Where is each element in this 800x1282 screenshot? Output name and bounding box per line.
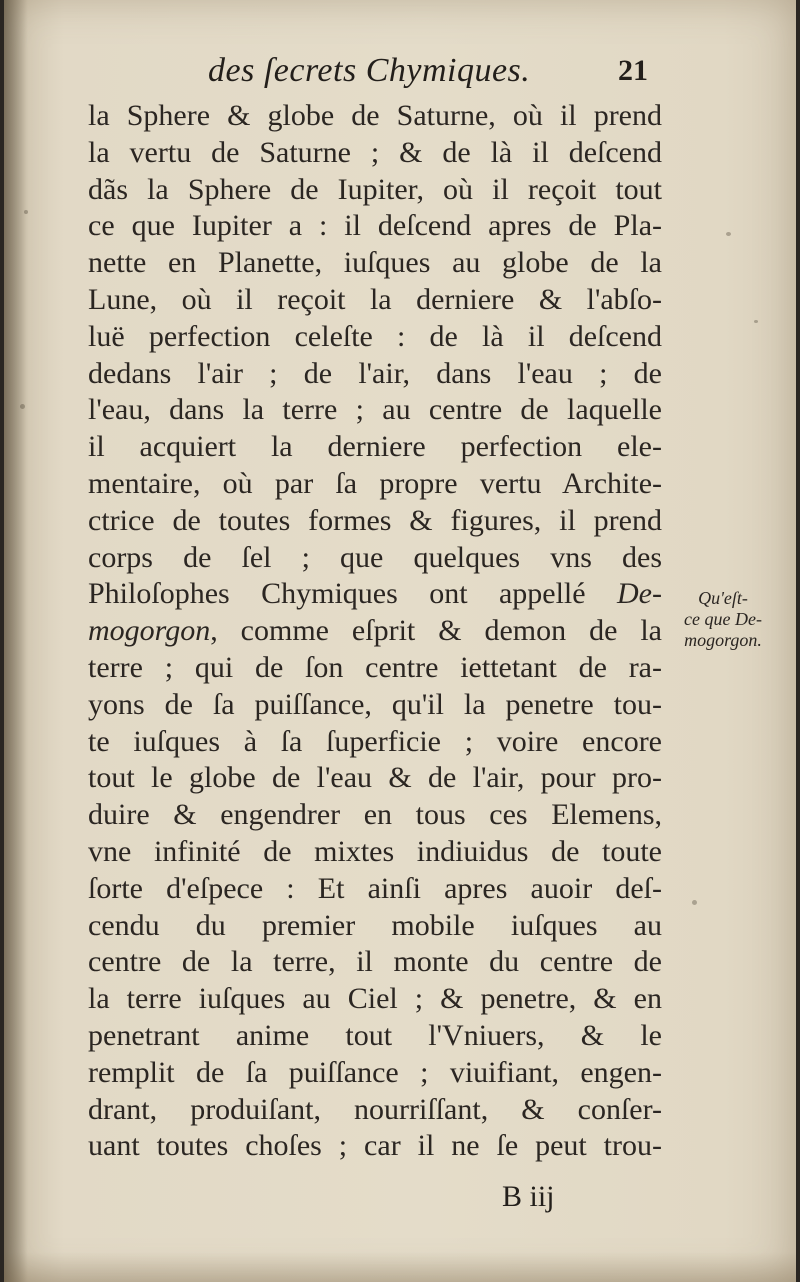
line-segment: l'eau, dans la terre ; au centre de laquelle	[88, 393, 662, 427]
line-segment: te iuſques à ſa ſuperficie ; voire encore	[88, 724, 662, 758]
line-segment: Lune, où il reçoit la derniere & l'abſo-	[88, 282, 662, 316]
line-segment: remplit de ſa puiſſance ; viuifiant, engen-	[88, 1055, 662, 1089]
line-segment: penetrant anime tout l'Vniuers, & le	[88, 1018, 662, 1052]
line-segment: terre ; qui de ſon centre iettetant de ra-	[88, 650, 662, 684]
italic-term: mogorgon	[88, 614, 211, 648]
line-segment: vne infinité de mixtes indiuidus de toute	[88, 834, 662, 868]
margin-note	[668, 588, 778, 651]
text-line	[88, 245, 662, 282]
text-line	[88, 172, 662, 209]
line-segment: drant, produiſant, nourriſſant, & conſer-	[88, 1092, 662, 1126]
text-line	[88, 687, 662, 724]
text-line	[88, 576, 662, 613]
text-line	[88, 1092, 662, 1129]
line-segment: ctrice de toutes formes & figures, il prend	[88, 503, 662, 537]
paper-speck	[754, 320, 758, 323]
line-segment: , comme eſprit & demon de la	[210, 614, 662, 648]
signature-mark: B iij	[502, 1180, 555, 1213]
running-head-title: des ſecrets Chymiques.	[208, 52, 531, 89]
text-line	[88, 1055, 662, 1092]
margin-note-line: Qu'eſt-	[698, 588, 748, 608]
text-line	[88, 908, 662, 945]
text-line	[88, 650, 662, 687]
line-segment: corps de ſel ; que quelques vns des	[88, 540, 662, 574]
text-line	[88, 356, 662, 393]
text-line	[88, 1128, 662, 1165]
line-segment: tout le globe de l'eau & de l'air, pour pro-	[88, 761, 662, 795]
margin-note-line: ce que De-	[684, 609, 762, 629]
text-line	[88, 392, 662, 429]
line-segment: la Sphere & globe de Saturne, où il prend	[88, 99, 662, 132]
line-segment: la vertu de Saturne ; & de là il deſcend	[88, 135, 662, 169]
text-line	[88, 834, 662, 871]
gutter-shadow	[4, 0, 28, 1282]
line-segment: il acquiert la derniere perfection ele-	[88, 430, 662, 464]
paper-speck	[24, 210, 28, 214]
text-line	[88, 797, 662, 834]
text-line	[88, 760, 662, 797]
paper-speck	[726, 232, 731, 236]
text-line	[88, 429, 662, 466]
text-line	[88, 282, 662, 319]
margin-note-line: mogorgon.	[684, 630, 762, 650]
text-line	[88, 981, 662, 1018]
text-line	[88, 135, 662, 172]
text-line	[88, 319, 662, 356]
text-line	[88, 208, 662, 245]
paper-speck	[692, 900, 697, 905]
line-segment: la terre iuſques au Ciel ; & penetre, & en	[88, 982, 662, 1016]
text-line	[88, 98, 662, 135]
line-segment: ce que Iupiter a : il deſcend apres de Pla-	[88, 209, 662, 243]
italic-term: De-	[617, 577, 662, 611]
line-segment: mentaire, où par ſa propre vertu Archite-	[88, 466, 662, 500]
page-number: 21	[618, 54, 648, 87]
text-line	[88, 613, 662, 650]
line-segment: luë perfection celeſte : de là il deſcend	[88, 319, 662, 353]
line-segment: duire & engendrer en tous ces Elemens,	[88, 798, 662, 832]
body-text	[88, 98, 662, 1165]
text-line	[88, 724, 662, 761]
line-segment: cendu du premier mobile iuſques au	[88, 908, 662, 942]
text-line	[88, 1018, 662, 1055]
line-segment: centre de la terre, il monte du centre de	[88, 945, 662, 979]
page-bottom-edge	[4, 1252, 796, 1282]
paper-speck	[20, 404, 25, 409]
line-segment: nette en Planette, iuſques au globe de la	[88, 246, 662, 280]
text-line	[88, 466, 662, 503]
line-segment: yons de ſa puiſſance, qu'il la penetre tou-	[88, 687, 662, 721]
text-line	[88, 503, 662, 540]
text-line	[88, 540, 662, 577]
text-line	[88, 944, 662, 981]
line-segment: dãs la Sphere de Iupiter, où il reçoit tout	[88, 172, 662, 206]
line-segment: uant toutes choſes ; car il ne ſe peut trou-	[88, 1129, 662, 1163]
line-segment: dedans l'air ; de l'air, dans l'eau ; de	[88, 356, 662, 390]
text-line	[88, 871, 662, 908]
line-segment: Philoſophes Chymiques ont appellé	[88, 577, 618, 611]
line-segment: ſorte d'eſpece : Et ainſi apres auoir deſ-	[88, 871, 662, 905]
book-page	[4, 0, 796, 1282]
running-head	[4, 52, 796, 96]
